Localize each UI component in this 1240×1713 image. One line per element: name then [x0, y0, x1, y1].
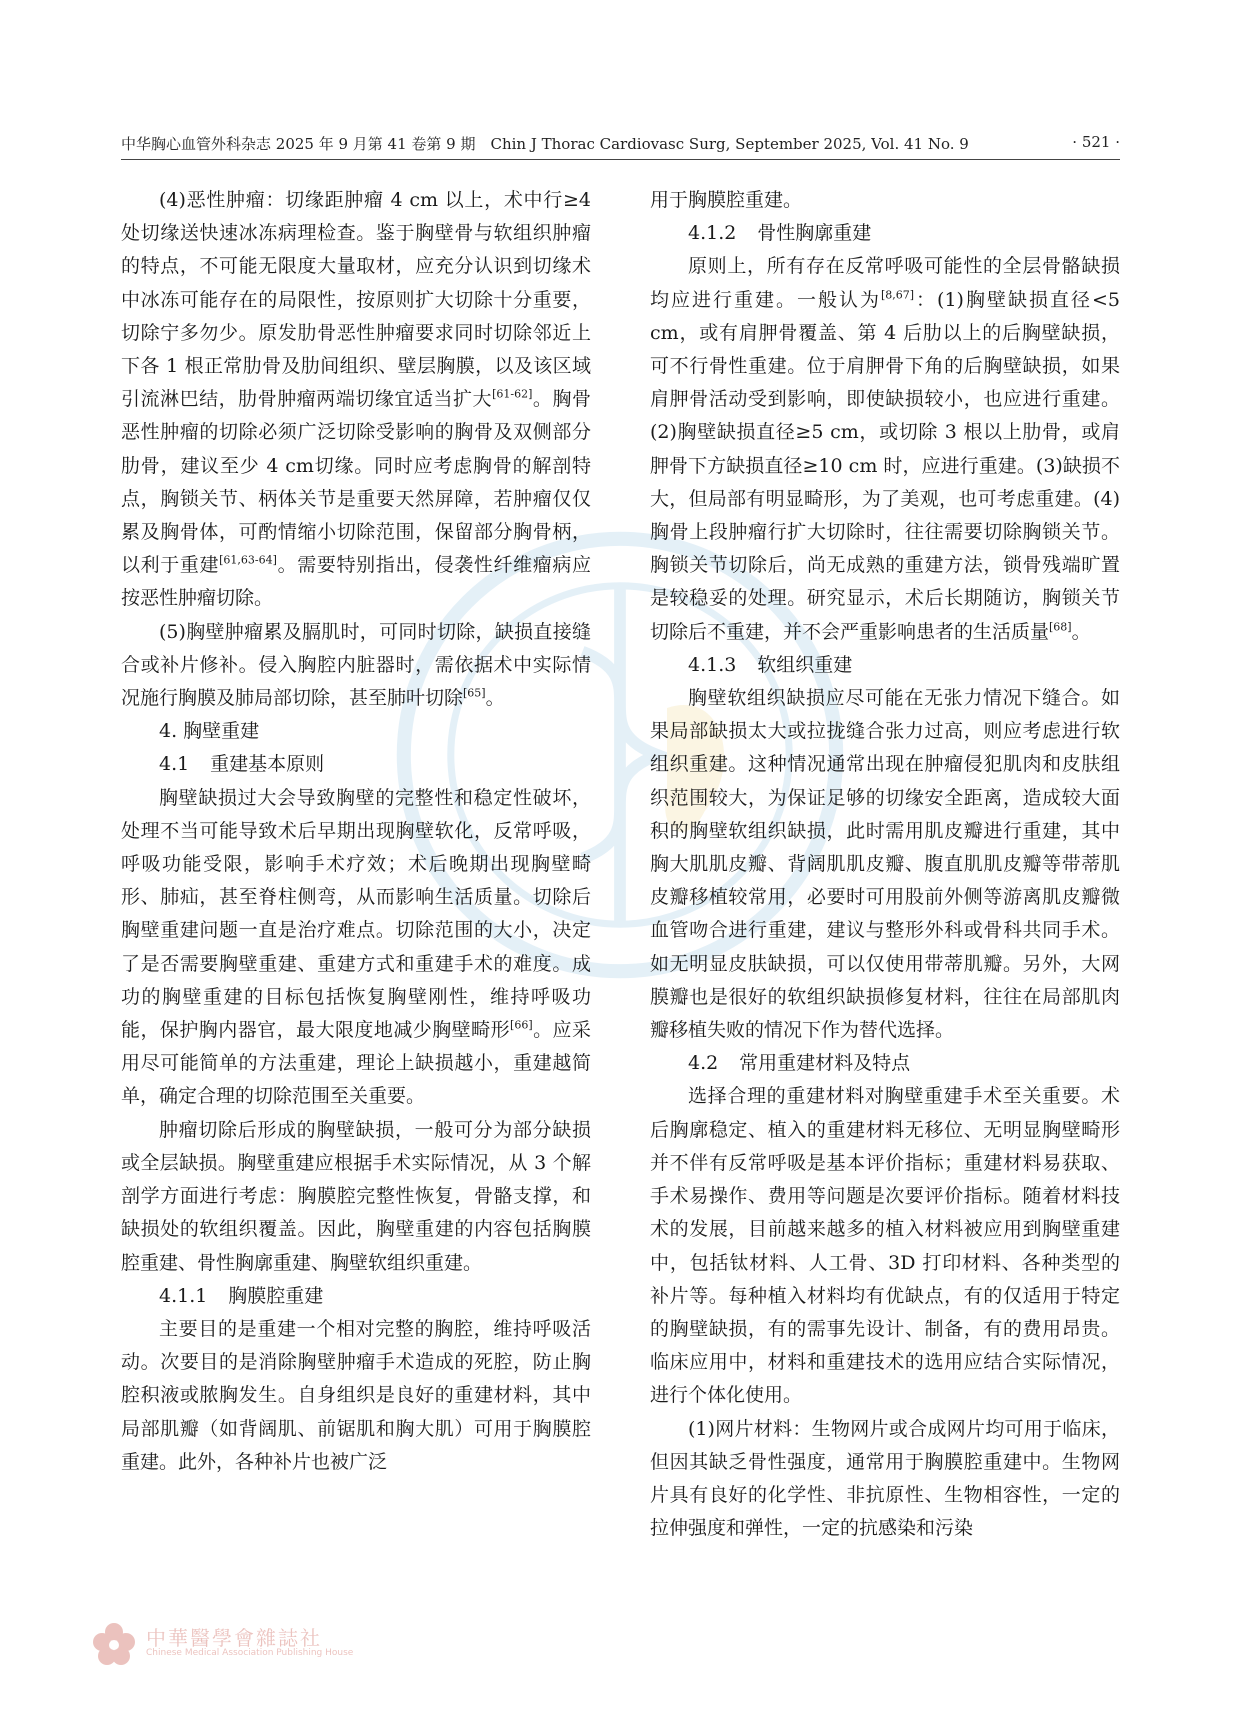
publisher-name: 中華醫學會雜誌社: [146, 1626, 322, 1650]
flower-logo-icon: [90, 1620, 138, 1668]
paragraph-malignant-tumor: (4)恶性肿瘤：切缘距肿瘤 4 cm 以上，术中行≥4 处切缘送快速冰冻病理检查。鉴于胸壁骨与软组织肿瘤的特点，不可能无限度大量取材，应充分认识到切缘术中冰冻可能存在的局限性，按原则扩大切除十分重要，切除宁多勿少。原发肋骨恶性肿瘤要求同时切除邻近上下各 1 根正常肋骨及肋间组织、壁层胸膜，以及该区域引流淋巴结，肋骨肿瘤两端切缘宜适当扩大[61-62]。胸骨恶性肿瘤的切除必须广泛切除受影响的胸骨及双侧部分肋骨，建议至少 4 cm切缘。同时应考虑胸骨的解剖特点，胸锁关节、柄体关节是重要天然屏障，若肿瘤仅仅累及胸骨体，可酌情缩小切除范围，保留部分胸骨柄，以利于重建[61,63-64]。需要特别指出，侵袭性纤维瘤病应按恶性肿瘤切除。: [121, 189, 591, 610]
section-heading-4: 4. 胸壁重建: [159, 720, 260, 743]
paragraph-reconstruction-principles: 胸壁缺损过大会导致胸壁的完整性和稳定性破坏，处理不当可能导致术后早期出现胸壁软化，反常呼吸，呼吸功能受限，影响手术疗效；术后晚期出现胸壁畸形、肺疝，甚至脊柱侧弯，从而影响生活质量。切除后胸壁重建问题一直是治疗难点。切除范围的大小，决定了是否需要胸壁重建、重建方式和重建手术的难度。成功的胸壁重建的目标包括恢复胸壁刚性，维持呼吸功能，保护胸内器官，最大限度地减少胸壁畸形[66]。应采用尽可能简单的方法重建，理论上缺损越小，重建越简单，确定合理的切除范围至关重要。: [121, 786, 591, 1108]
citation: [65]: [463, 686, 486, 700]
paragraph-soft-tissue: 胸壁软组织缺损应尽可能在无张力情况下缝合。如果局部缺损太大或拉拢缝合张力过高，则应考虑进行软组织重建。这种情况通常出现在肿瘤侵犯肌肉和皮肤组织范围较大，为保证足够的切缘安全距离，造成较大面积的胸壁软组织缺损，此时需用肌皮瓣进行重建，其中胸大肌肌皮瓣、背阔肌肌皮瓣、腹直肌肌皮瓣等带蒂肌皮瓣移植较常用，必要时可用股前外侧等游离肌皮瓣微血管吻合进行重建，建议与整形外科或骨科共同手术。如无明显皮肤缺损，可以仅使用带蒂肌瓣。另外，大网膜瓣也是很好的软组织缺损修复材料，往往在局部肌肉瓣移植失败的情况下作为替代选择。: [650, 687, 1120, 1042]
header-rule: [121, 159, 1120, 160]
journal-citation: 中华胸心血管外科杂志 2025 年 9 月第 41 卷第 9 期 Chin J Thorac Cardiovasc Surg, September 2025, Vol. 41 No. 9: [121, 135, 969, 153]
left-column: [121, 184, 591, 1479]
paragraph-diaphragm: (5)胸壁肿瘤累及膈肌时，可同时切除，缺损直接缝合或补片修补。侵入胸腔内脏器时，需依据术中实际情况施行胸膜及肺局部切除，甚至肺叶切除[65]。: [121, 620, 591, 710]
citation: [8,67]: [880, 288, 915, 302]
page-number: · 521 ·: [1072, 133, 1120, 151]
publisher-name-en: Chinese Medical Association Publishing House: [146, 1648, 354, 1658]
paragraph-bony-reconstruction: 原则上，所有存在反常呼吸可能性的全层骨骼缺损均应进行重建。一般认为[8,67]：(1)胸壁缺损直径<5 cm，或有肩胛骨覆盖、第 4 后肋以上的后胸壁缺损，可不行骨性重建。位于肩胛骨下角的后胸壁缺损，如果肩胛骨活动受到影响，即使缺损较小，也应进行重建。(2)胸壁缺损直径≥5 cm，或切除 3 根以上肋骨，或肩胛骨下方缺损直径≥10 cm 时，应进行重建。(3)缺损不大，但局部有明显畸形，为了美观，也可考虑重建。(4)胸骨上段肿瘤行扩大切除时，往往需要切除胸锁关节。胸锁关节切除后，尚无成熟的重建方法，锁骨残端旷置是较稳妥的处理。研究显示，术后长期随访，胸锁关节切除后不重建，并不会严重影响患者的生活质量[68]。: [650, 255, 1120, 643]
section-heading-4-1-3: 4.1.3 软组织重建: [688, 653, 853, 676]
publisher-watermark: [86, 1614, 606, 1674]
citation: [61,63-64]: [219, 553, 277, 567]
citation: [68]: [1049, 620, 1072, 634]
paragraph-defect-types: 肿瘤切除后形成的胸壁缺损，一般可分为部分缺损或全层缺损。胸壁重建应根据手术实际情况，从 3 个解剖学方面进行考虑：胸膜腔完整性恢复，骨骼支撑，和缺损处的软组织覆盖。因此，胸壁重建的内容包括胸膜腔重建、骨性胸廓重建、胸壁软组织重建。: [121, 1118, 591, 1274]
running-header: [121, 129, 1120, 159]
section-heading-4-1-2: 4.1.2 骨性胸廓重建: [688, 222, 872, 245]
citation: [61-62]: [492, 387, 533, 401]
paragraph-mesh-materials: (1)网片材料：生物网片或合成网片均可用于临床，但因其缺乏骨性强度，通常用于胸膜腔重建中。生物网片具有良好的化学性、非抗原性、生物相容性，一定的拉伸强度和弹性，一定的抗感染和污染: [650, 1417, 1120, 1540]
paragraph-pleural-reconstruction: 主要目的是重建一个相对完整的胸腔，维持呼吸活动。次要目的是消除胸壁肿瘤手术造成的死腔，防止胸腔积液或脓胸发生。自身组织是良好的重建材料，其中局部肌瓣（如背阔肌、前锯肌和胸大肌）可用于胸膜腔重建。此外，各种补片也被广泛: [121, 1317, 591, 1473]
section-heading-4-1: 4.1 重建基本原则: [159, 753, 325, 776]
section-heading-4-1-1: 4.1.1 胸膜腔重建: [159, 1284, 324, 1307]
paragraph-continuation: 用于胸膜腔重建。: [650, 189, 803, 211]
paragraph-materials: 选择合理的重建材料对胸壁重建手术至关重要。术后胸廓稳定、植入的重建材料无移位、无明显胸壁畸形并不伴有反常呼吸是基本评价指标；重建材料易获取、手术易操作、费用等问题是次要评价指标。随着材料技术的发展，目前越来越多的植入材料被应用到胸壁重建中，包括钛材料、人工骨、3D 打印材料、各种类型的补片等。每种植入材料均有优缺点，有的仅适用于特定的胸壁缺损，有的需事先设计、制备，有的费用昂贵。临床应用中，材料和重建技术的选用应结合实际情况，进行个体化使用。: [650, 1085, 1120, 1407]
section-heading-4-2: 4.2 常用重建材料及特点: [688, 1052, 911, 1075]
right-column: [650, 184, 1120, 1545]
citation: [66]: [510, 1018, 533, 1032]
